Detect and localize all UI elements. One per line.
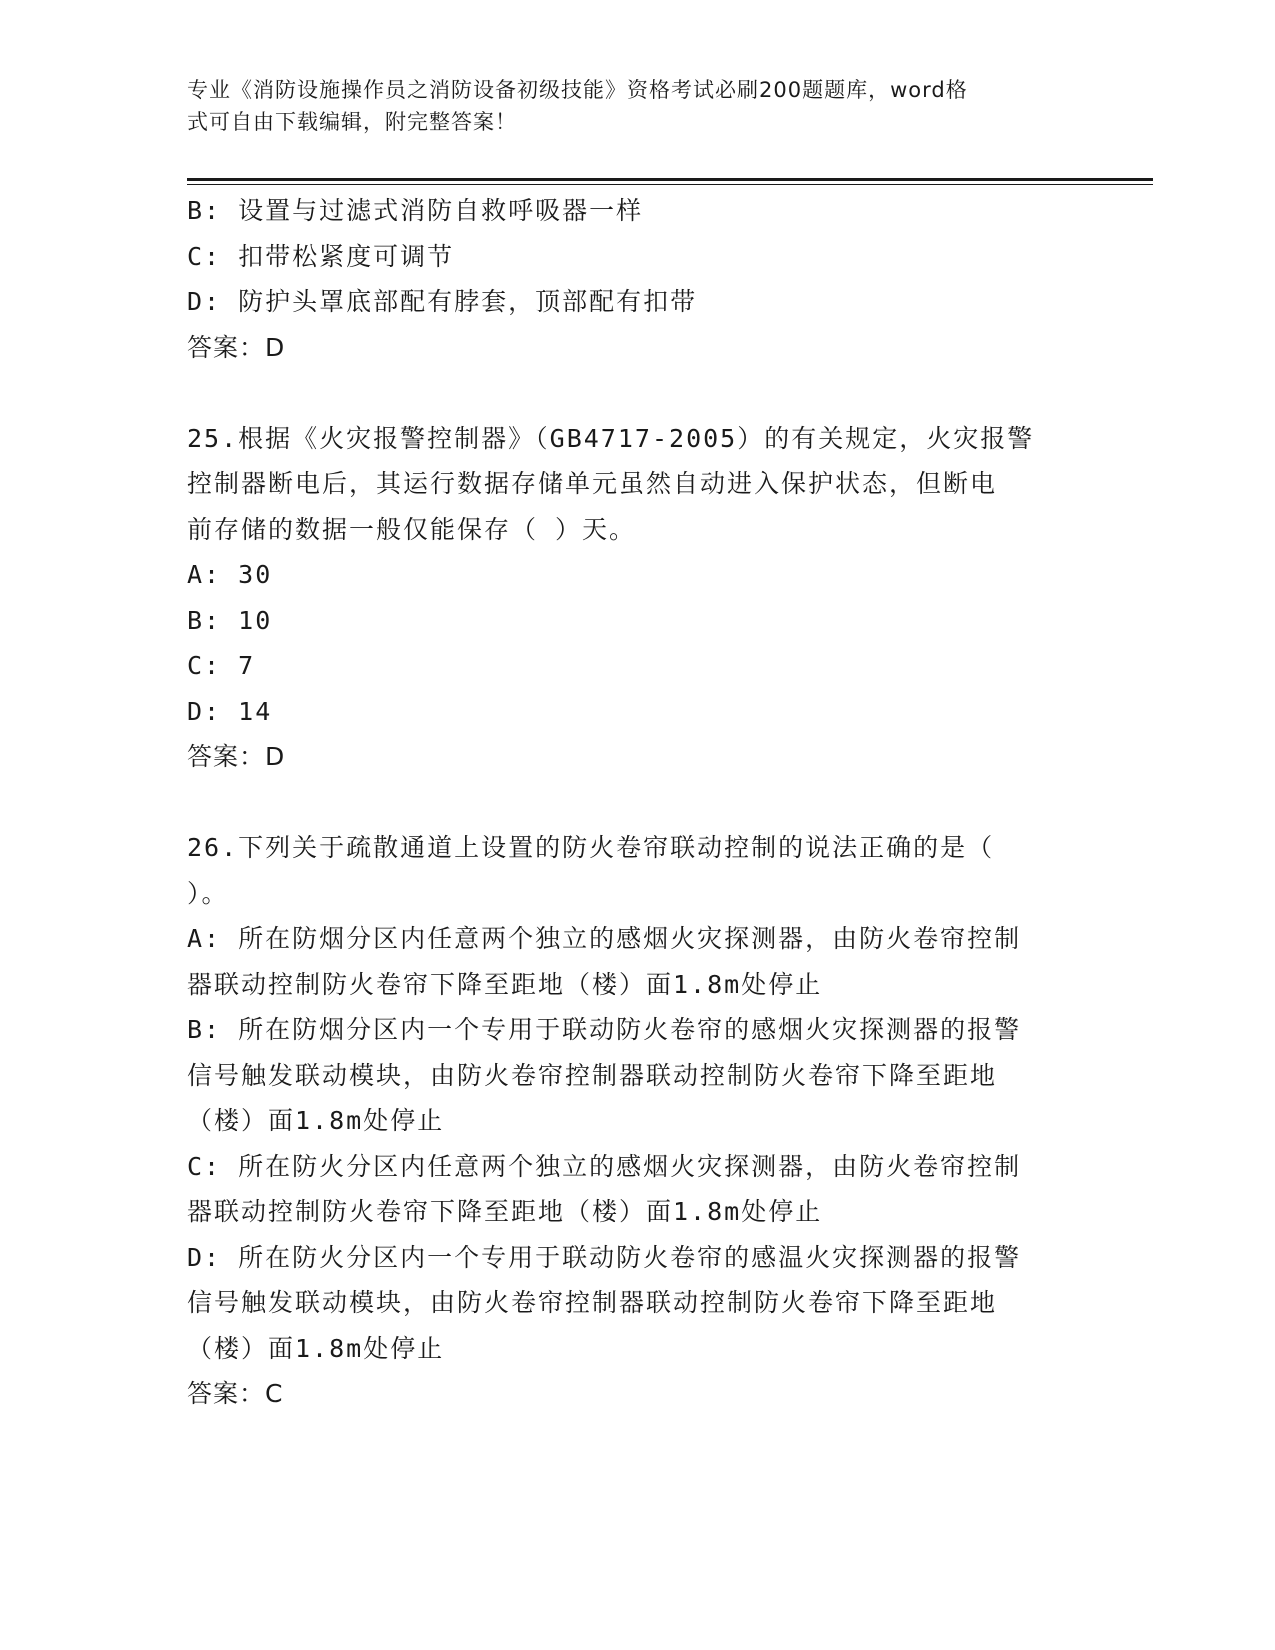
question-stem: 前存储的数据一般仅能保存（ ）天。: [187, 514, 637, 544]
question-24-tail: [187, 188, 1087, 370]
option-b: 信号触发联动模块，由防火卷帘控制器联动控制防火卷帘下降至距地: [187, 1060, 998, 1090]
spacer: [187, 370, 1087, 416]
option-a: 器联动控制防火卷帘下降至距地（楼）面1.8m处停止: [187, 969, 823, 999]
option-b: B: 设置与过滤式消防自救呼吸器一样: [187, 196, 644, 225]
header-divider-thick: [187, 178, 1153, 181]
option-b: B: 10: [187, 605, 273, 635]
question-stem: 25.根据《火灾报警控制器》（GB4717-2005）的有关规定，火灾报警: [187, 423, 1035, 453]
option-d: 信号触发联动模块，由防火卷帘控制器联动控制防火卷帘下降至距地: [187, 1288, 998, 1317]
option-c: 器联动控制防火卷帘下降至距地（楼）面1.8m处停止: [187, 1197, 823, 1226]
document-body: [187, 188, 1087, 1417]
option-d: （楼）面1.8m处停止: [187, 1333, 445, 1363]
option-c: C: 7: [187, 651, 256, 680]
option-d: D: 所在防火分区内一个专用于联动防火卷帘的感温火灾探测器的报警: [187, 1242, 1022, 1272]
option-b: B: 所在防烟分区内一个专用于联动防火卷帘的感烟火灾探测器的报警: [187, 1015, 1022, 1044]
option-b: （楼）面1.8m处停止: [187, 1106, 445, 1135]
answer: 答案：C: [187, 1379, 284, 1408]
option-c: C: 扣带松紧度可调节: [187, 241, 455, 271]
question-25: [187, 416, 1087, 780]
option-d: D: 14: [187, 696, 273, 726]
option-a: A: 所在防烟分区内任意两个独立的感烟火灾探测器，由防火卷帘控制: [187, 924, 1022, 953]
option-a: A: 30: [187, 560, 273, 589]
header-line-2: 式可自由下载编辑，附完整答案！: [187, 110, 517, 134]
question-stem: 控制器断电后，其运行数据存储单元虽然自动进入保护状态，但断电: [187, 469, 998, 498]
question-26: [187, 825, 1087, 1417]
option-c: C: 所在防火分区内任意两个独立的感烟火灾探测器，由防火卷帘控制: [187, 1151, 1022, 1181]
answer: 答案：D: [187, 332, 286, 362]
header-line-1: 专业《消防设施操作员之消防设备初级技能》资格考试必刷200题题库，word格: [187, 78, 968, 102]
question-stem: 26.下列关于疏散通道上设置的防火卷帘联动控制的说法正确的是（: [187, 833, 995, 862]
spacer: [187, 780, 1087, 826]
answer: 答案：D: [187, 742, 286, 771]
question-stem: ）。: [187, 878, 229, 908]
document-header: [187, 74, 1067, 138]
option-d: D: 防护头罩底部配有脖套，顶部配有扣带: [187, 287, 698, 316]
header-divider-thin: [187, 184, 1153, 185]
